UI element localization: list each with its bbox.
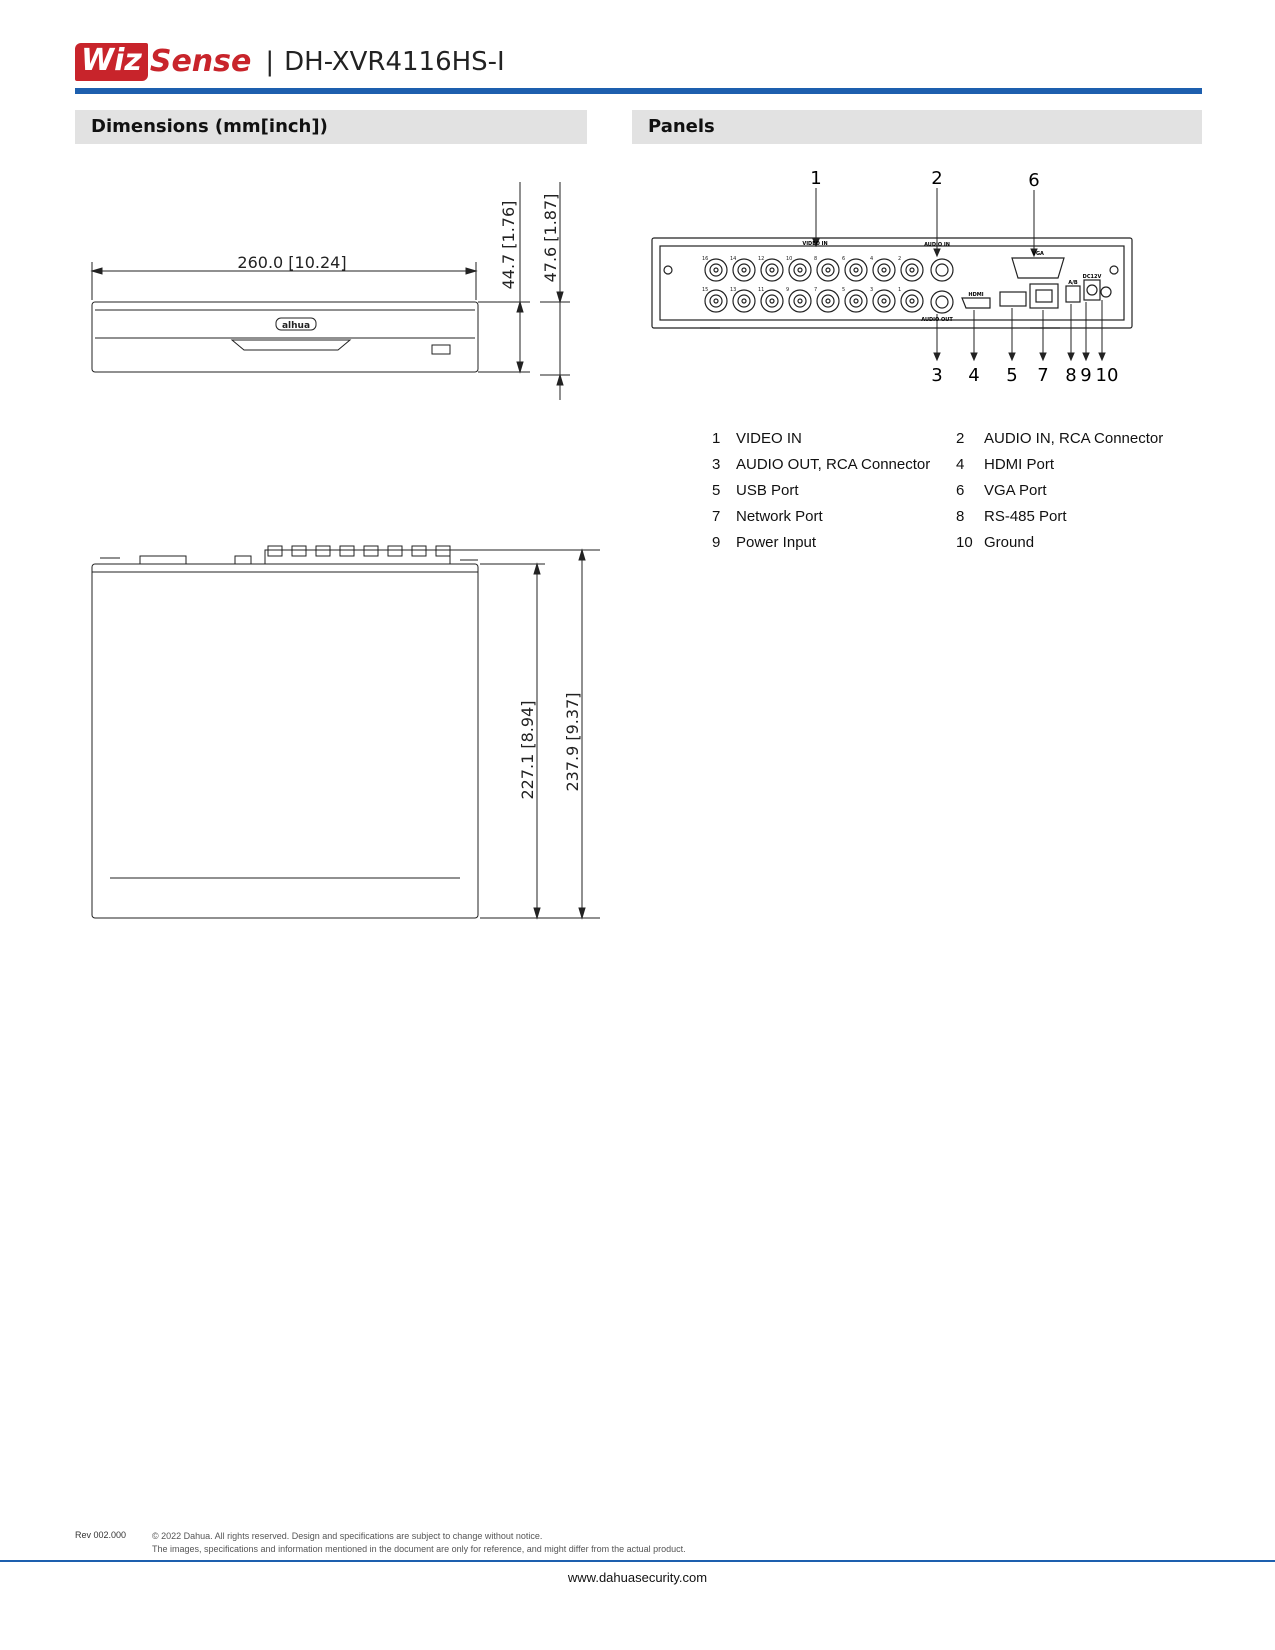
wiz-logo: Wiz [75, 43, 148, 81]
legend-num: 7 [712, 507, 721, 525]
silk-ab: A/B [1068, 280, 1078, 286]
bnc-connector-icon [822, 264, 834, 276]
bnc-connector-icon [822, 295, 834, 307]
legend-num: 4 [956, 455, 965, 473]
bnc-connector-icon [761, 259, 783, 281]
bnc-channel-number: 10 [786, 256, 793, 262]
bnc-connector-icon [845, 259, 867, 281]
legend-label: Power Input [736, 533, 817, 551]
bnc-channel-number: 6 [842, 256, 846, 262]
legend-num: 9 [712, 533, 721, 551]
callout-6: 6 [1028, 170, 1040, 191]
bnc-connector-icon [761, 290, 783, 312]
bnc-connector-icon [817, 259, 839, 281]
bnc-channel-number: 11 [758, 287, 765, 293]
bnc-connector-icon [705, 259, 727, 281]
bnc-channel-number: 16 [702, 256, 709, 262]
bnc-connector-icon [850, 295, 862, 307]
bnc-connector-icon [742, 299, 746, 303]
bnc-connector-icon [878, 295, 890, 307]
footer-legal [152, 1530, 686, 1556]
panels-section-title: Panels [632, 110, 1202, 144]
legend-num: 10 [956, 533, 973, 551]
bnc-connector-icon [770, 299, 774, 303]
bnc-connector-icon [770, 268, 774, 272]
bnc-channel-number: 13 [730, 287, 737, 293]
bnc-connector-icon [901, 290, 923, 312]
callout-3: 3 [931, 365, 943, 386]
callout-10: 10 [1095, 365, 1119, 386]
legend-num: 3 [712, 455, 721, 473]
callout-2: 2 [931, 168, 943, 189]
bnc-channel-number: 15 [702, 287, 709, 293]
bnc-connector-icon [910, 268, 914, 272]
bnc-channel-number: 8 [814, 256, 818, 262]
bnc-connector-icon [733, 290, 755, 312]
bnc-channel-number: 14 [730, 256, 737, 262]
bnc-connector-icon [854, 299, 858, 303]
revision-label: Rev 002.000 [75, 1530, 127, 1540]
bnc-connector-icon [817, 290, 839, 312]
bnc-connector-icon [798, 268, 802, 272]
legend-num: 8 [956, 507, 965, 525]
legend-label: HDMI Port [984, 455, 1055, 473]
disclaimer-text: The images, specifications and information mentioned in the document are only for reference, and might differ from the actual product. [152, 1544, 686, 1554]
bnc-connector-icon [710, 264, 722, 276]
legend-label: USB Port [736, 481, 799, 499]
bnc-connector-icon [789, 290, 811, 312]
bnc-connector-icon [854, 268, 858, 272]
front-brand-logo: alhua [281, 321, 311, 331]
bnc-channel-number: 2 [898, 256, 902, 262]
bnc-connector-icon [878, 264, 890, 276]
height-inner-dimension: 44.7 [1.76] [499, 200, 518, 290]
legend-row [712, 529, 1192, 555]
legend-row [712, 451, 1192, 477]
legend-label: AUDIO OUT, RCA Connector [736, 455, 931, 473]
legend-label: Ground [984, 533, 1035, 551]
bnc-connector-icon [906, 264, 918, 276]
callout-4: 4 [968, 365, 980, 386]
dimensions-drawing [0, 0, 640, 930]
bnc-connector-icon [738, 264, 750, 276]
bnc-connector-icon [873, 259, 895, 281]
bnc-connector-icon [882, 268, 886, 272]
bnc-connector-icon [910, 299, 914, 303]
bnc-connector-icon [733, 259, 755, 281]
bnc-connector-icon [766, 264, 778, 276]
bnc-channel-number: 5 [842, 287, 846, 293]
footer-url: www.dahuasecurity.com [567, 1570, 708, 1585]
bnc-connector-icon [882, 299, 886, 303]
legend-num: 2 [956, 429, 965, 447]
bnc-connector-icon [705, 290, 727, 312]
bnc-connector-icon [794, 295, 806, 307]
silk-power: DC12V [1082, 274, 1102, 280]
callout-5: 5 [1006, 365, 1018, 386]
bnc-channel-number: 3 [870, 287, 874, 293]
header-separator: | [265, 47, 275, 77]
bnc-connector-icon [766, 295, 778, 307]
bnc-connector-icon [738, 295, 750, 307]
legend-row [712, 425, 1192, 451]
bnc-channel-number: 4 [870, 256, 874, 262]
depth-inner-dimension: 227.1 [8.94] [518, 700, 537, 800]
width-dimension: 260.0 [10.24] [237, 253, 347, 272]
legend-label: Network Port [736, 507, 823, 525]
panel-legend [712, 425, 1192, 555]
silk-audio-out: AUDIO OUT [921, 317, 953, 323]
legend-label: AUDIO IN, RCA Connector [984, 429, 1164, 447]
sense-logo: Sense [149, 44, 252, 79]
height-outer-dimension: 47.6 [1.87] [541, 193, 560, 283]
rear-panel-drawing [640, 160, 1200, 410]
legend-label: VIDEO IN [736, 429, 802, 447]
bnc-connector-icon [873, 290, 895, 312]
legend-num: 1 [712, 429, 721, 447]
legend-row [712, 477, 1192, 503]
dimensions-section-title: Dimensions (mm[inch]) [75, 110, 587, 144]
silk-audio-in: AUDIO IN [924, 242, 950, 248]
bnc-connector-icon [901, 259, 923, 281]
silk-video-in: VIDEO IN [802, 241, 828, 247]
bnc-connector-icon [742, 268, 746, 272]
bnc-connector-icon [714, 268, 718, 272]
depth-outer-dimension: 237.9 [9.37] [563, 692, 582, 792]
bnc-connector-icon [789, 259, 811, 281]
silk-hdmi: HDMI [968, 292, 984, 298]
callout-7: 7 [1037, 365, 1049, 386]
legend-num: 6 [956, 481, 965, 499]
model-name: DH-XVR4116HS-I [284, 47, 505, 77]
legend-label: VGA Port [984, 481, 1047, 499]
bnc-connector-icon [710, 295, 722, 307]
bnc-connector-icon [826, 268, 830, 272]
bnc-connector-icon [906, 295, 918, 307]
bnc-connector-icon [794, 264, 806, 276]
copyright-text: © 2022 Dahua. All rights reserved. Design and specifications are subject to change without notice. [152, 1531, 543, 1541]
bnc-channel-number: 12 [758, 256, 765, 262]
bnc-connector-icon [826, 299, 830, 303]
bnc-connector-icon [714, 299, 718, 303]
bnc-connector-icon [850, 264, 862, 276]
legend-row [712, 503, 1192, 529]
legend-label: RS-485 Port [984, 507, 1067, 525]
legend-num: 5 [712, 481, 721, 499]
bnc-channel-number: 7 [814, 287, 818, 293]
silk-vga: VGA [1032, 251, 1044, 257]
bnc-channel-number: 9 [786, 287, 790, 293]
bnc-connector-icon [845, 290, 867, 312]
callout-1: 1 [810, 168, 822, 189]
bnc-channel-number: 1 [898, 287, 902, 293]
callout-8: 8 [1065, 365, 1077, 386]
bnc-connector-icon [798, 299, 802, 303]
callout-9: 9 [1080, 365, 1092, 386]
footer-rule [0, 1560, 1275, 1562]
